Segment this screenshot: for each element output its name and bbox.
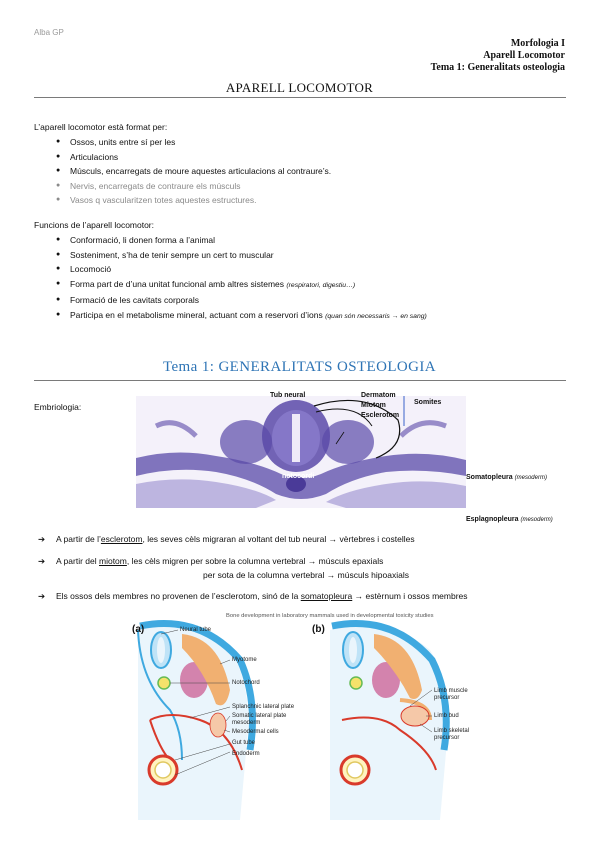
page-title: APARELL LOCOMOTOR (225, 80, 374, 95)
figure-label: Splanchnic lateral plate (232, 704, 295, 710)
list-item: ● Locomoció (56, 262, 427, 277)
list-item: ● Sosteniment, s’ha de tenir sempre un cert to muscular (56, 248, 427, 263)
list-item: ● Forma part de d’una unitat funcional amb altres sistemes (respiratori, digestiu…) (56, 277, 427, 294)
figure-caption: Bone development in laboratory mammals used in developmental toxicity studies (226, 613, 434, 619)
list-item: ● Participa en el metabolisme mineral, actuant com a reservori d’ions (quan són necessaris → en sang) (56, 308, 427, 325)
label-dermatom: Dermatom (361, 392, 396, 399)
figure-label: Notochord (232, 680, 260, 686)
arrow-line-esclerotom: ➔ A partir de l’esclerotom, les seves cèls migraran al voltant del tub neural → vèrtebres i costelles (38, 534, 415, 544)
composition-list (56, 135, 331, 208)
label-notocordi: notocordi (282, 473, 315, 480)
functions-intro: Funcions de l’aparell locomotor: (34, 220, 155, 230)
embryology-label: Embriologia: (34, 402, 82, 412)
arrow-icon: ➔ (38, 534, 46, 544)
label-tub-neural: Tub neural (270, 392, 306, 399)
header-subject: Morfologia I (510, 38, 565, 49)
figure-label: Endoderm (232, 751, 260, 757)
panel-b-label: (b) (312, 624, 325, 635)
panel-a-label: (a) (132, 624, 145, 635)
label-somites: Somites (414, 399, 442, 406)
embryo-section-image (136, 396, 466, 508)
arrow-line-hipoaxials: per sota de la columna vertebral → músculs hipoaxials (203, 570, 409, 580)
figure-label: precursor (434, 735, 460, 741)
figure-label: Gut tube (232, 740, 256, 746)
list-item: ● Conformació, li donen forma a l’animal (56, 233, 427, 248)
figure-label: precursor (434, 695, 460, 701)
bone-development-figure (130, 620, 470, 820)
figure-label: Myotome (232, 657, 257, 663)
figure-label: Neural tube (180, 627, 212, 633)
arrow-line-somatopleura: ➔ Els ossos dels membres no provenen de l’esclerotom, sinó de la somatopleura → estèrnum i ossos membres (38, 591, 468, 601)
list-item: ● Ossos, units entre sí per les (56, 135, 331, 150)
arrow-line-miotom: ➔ A partir del miotom, les cèls migren per sobre la columna vertebral → músculs epaxials (38, 556, 384, 566)
label-esclerotom: Esclerotom (361, 412, 400, 419)
header-topic: Tema 1: Generalitats osteologia (430, 62, 565, 73)
label-esplagnopleura: Esplagnopleura (mesoderm) (466, 516, 553, 523)
list-item: ● Vasos q vascularitzen totes aquestes estructures. (56, 193, 331, 208)
list-item: ● Nervis, encarregats de contraure els músculs (56, 179, 331, 194)
list-item: ● Músculs, encarregats de moure aquestes articulacions al contraure’s. (56, 164, 331, 179)
author-name: Alba GP (34, 28, 64, 37)
list-item: ● Formació de les cavitats corporals (56, 293, 427, 308)
list-item: ● Articulacions (56, 150, 331, 165)
composition-intro: L’aparell locomotor està format per: (34, 122, 168, 132)
figure-label: mesoderm (232, 720, 261, 726)
arrow-icon: ➔ (38, 591, 46, 601)
figure-label: Limb muscle (434, 688, 468, 694)
figure-label: Mesodermal cells (232, 729, 279, 735)
section-rule (34, 380, 566, 381)
label-miotom: Miotom (361, 402, 386, 409)
label-somatopleura: Somatopleura (mesoderm) (466, 474, 547, 481)
section-title: Tema 1: GENERALITATS OSTEOLOGIA (162, 359, 437, 375)
figure-label: Limb bud (434, 713, 459, 719)
figure-label: Somatic lateral plate (232, 713, 287, 719)
figure-label: Limb skeletal (434, 728, 470, 734)
title-rule (34, 97, 566, 98)
functions-list (56, 233, 427, 324)
header-block: Aparell Locomotor (483, 50, 565, 61)
arrow-icon: ➔ (38, 556, 46, 566)
